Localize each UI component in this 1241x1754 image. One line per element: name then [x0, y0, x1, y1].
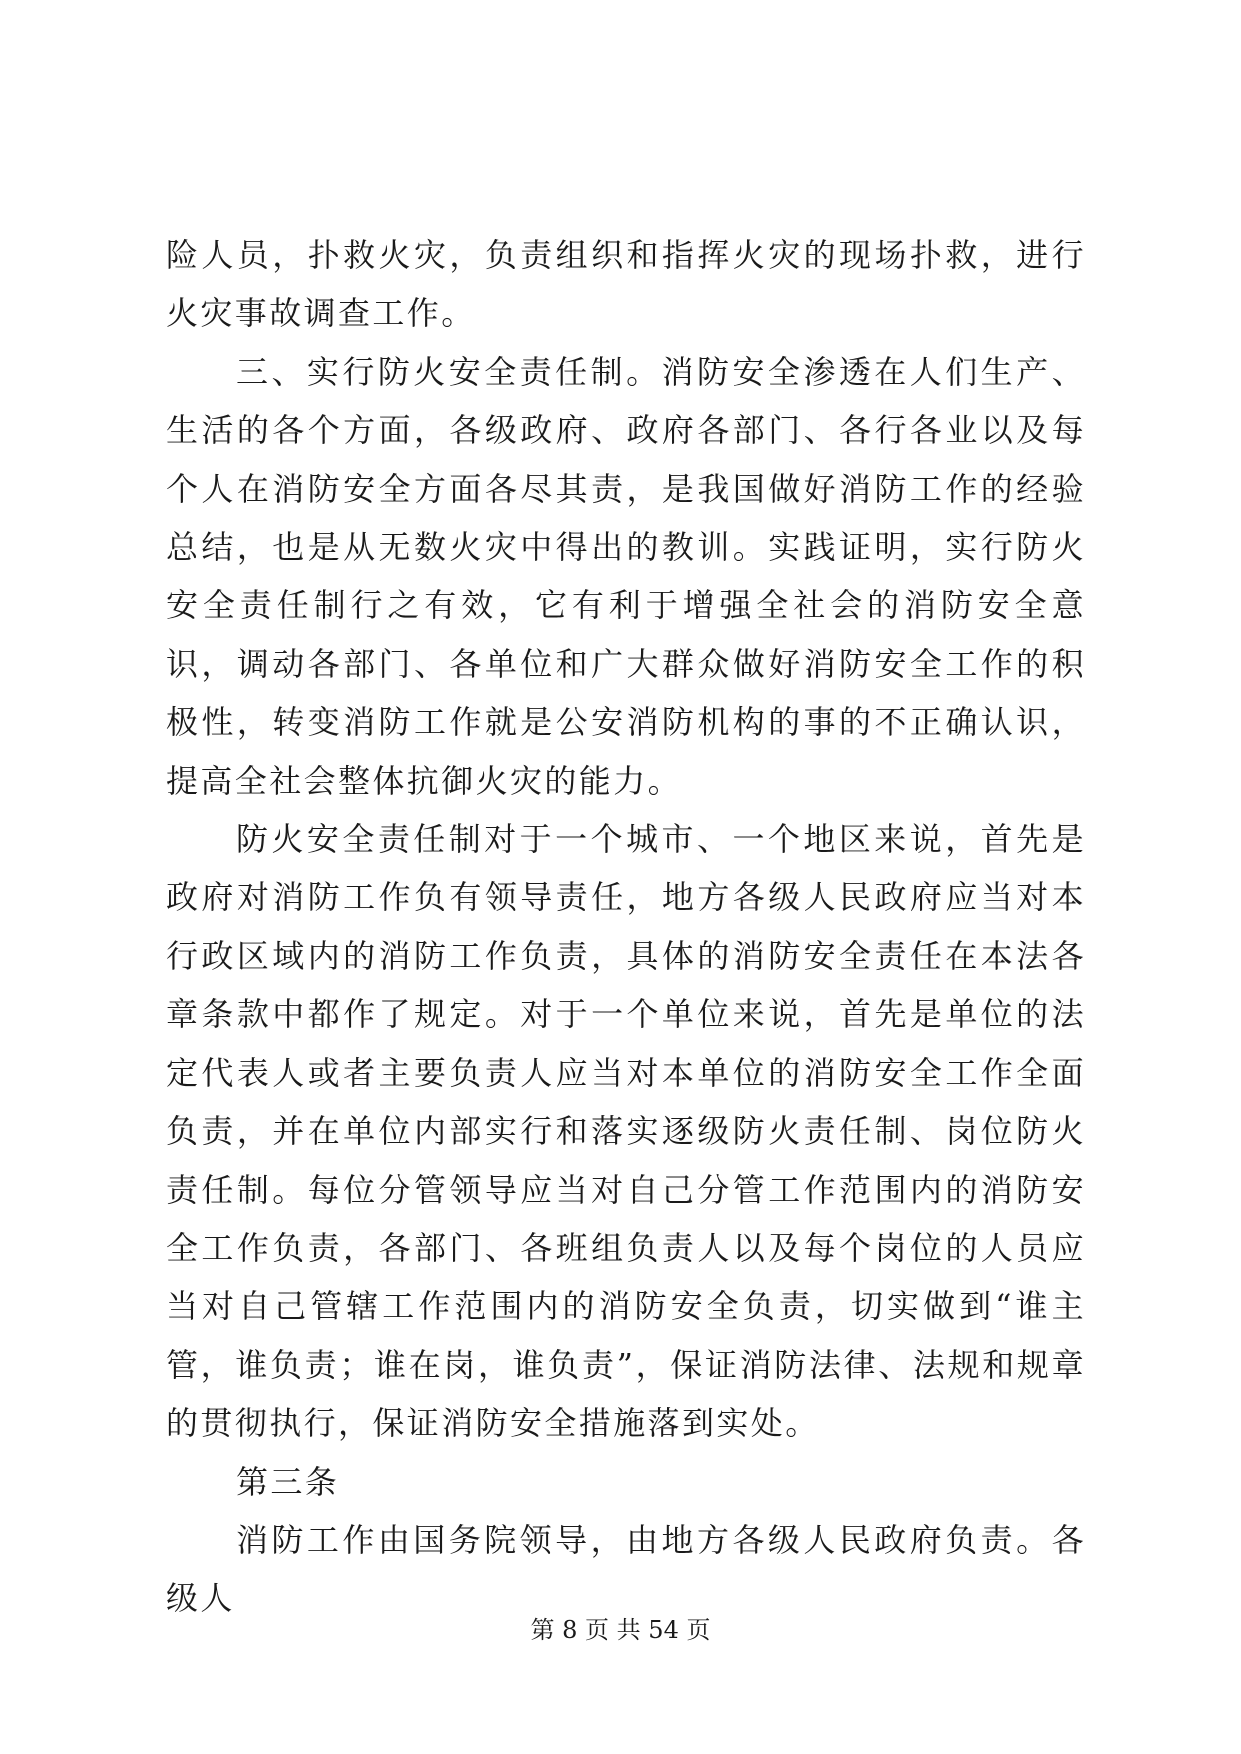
paragraph-article-three: 消防工作由国务院领导，由地方各级人民政府负责。各级人	[166, 1520, 1086, 1618]
paragraph-continuation: 险人员，扑救火灾，负责组织和指挥火灾的现场扑救，进行火灾事故调查工作。	[166, 236, 1086, 333]
page-footer: 第 8 页 共 54 页	[530, 1616, 711, 1644]
document-body	[166, 226, 1086, 1628]
article-heading: 第三条	[236, 1462, 340, 1501]
paragraph-responsibility-system: 三、实行防火安全责任制。消防安全渗透在人们生产、生活的各个方面，各级政府、政府各部门、各行各业以及每个人在消防安全方面各尽其责，是我国做好消防工作的经验总结，也是从无数火灾中得出的教训。实践证明，实行防火安全责任制行之有效，它有利于增强全社会的消防安全意识，调动各部门、各单位和广大群众做好消防安全工作的积极性，转变消防工作就是公安消防机构的事的不正确认识，提高全社会整体抗御火灾的能力。	[166, 352, 1086, 800]
paragraph-responsibility-detail: 防火安全责任制对于一个城市、一个地区来说，首先是政府对消防工作负有领导责任，地方各级人民政府应当对本行政区域内的消防工作负责，具体的消防安全责任在本法各章条款中都作了规定。对于一个单位来说，首先是单位的法定代表人或者主要负责人应当对本单位的消防安全工作全面负责，并在单位内部实行和落实逐级防火责任制、岗位防火责任制。每位分管领导应当对自己分管工作范围内的消防安全工作负责，各部门、各班组负责人以及每个岗位的人员应当对自己管辖工作范围内的消防安全负责，切实做到“谁主管，谁负责；谁在岗，谁负责”，保证消防法律、法规和规章的贯彻执行，保证消防安全措施落到实处。	[166, 820, 1086, 1443]
